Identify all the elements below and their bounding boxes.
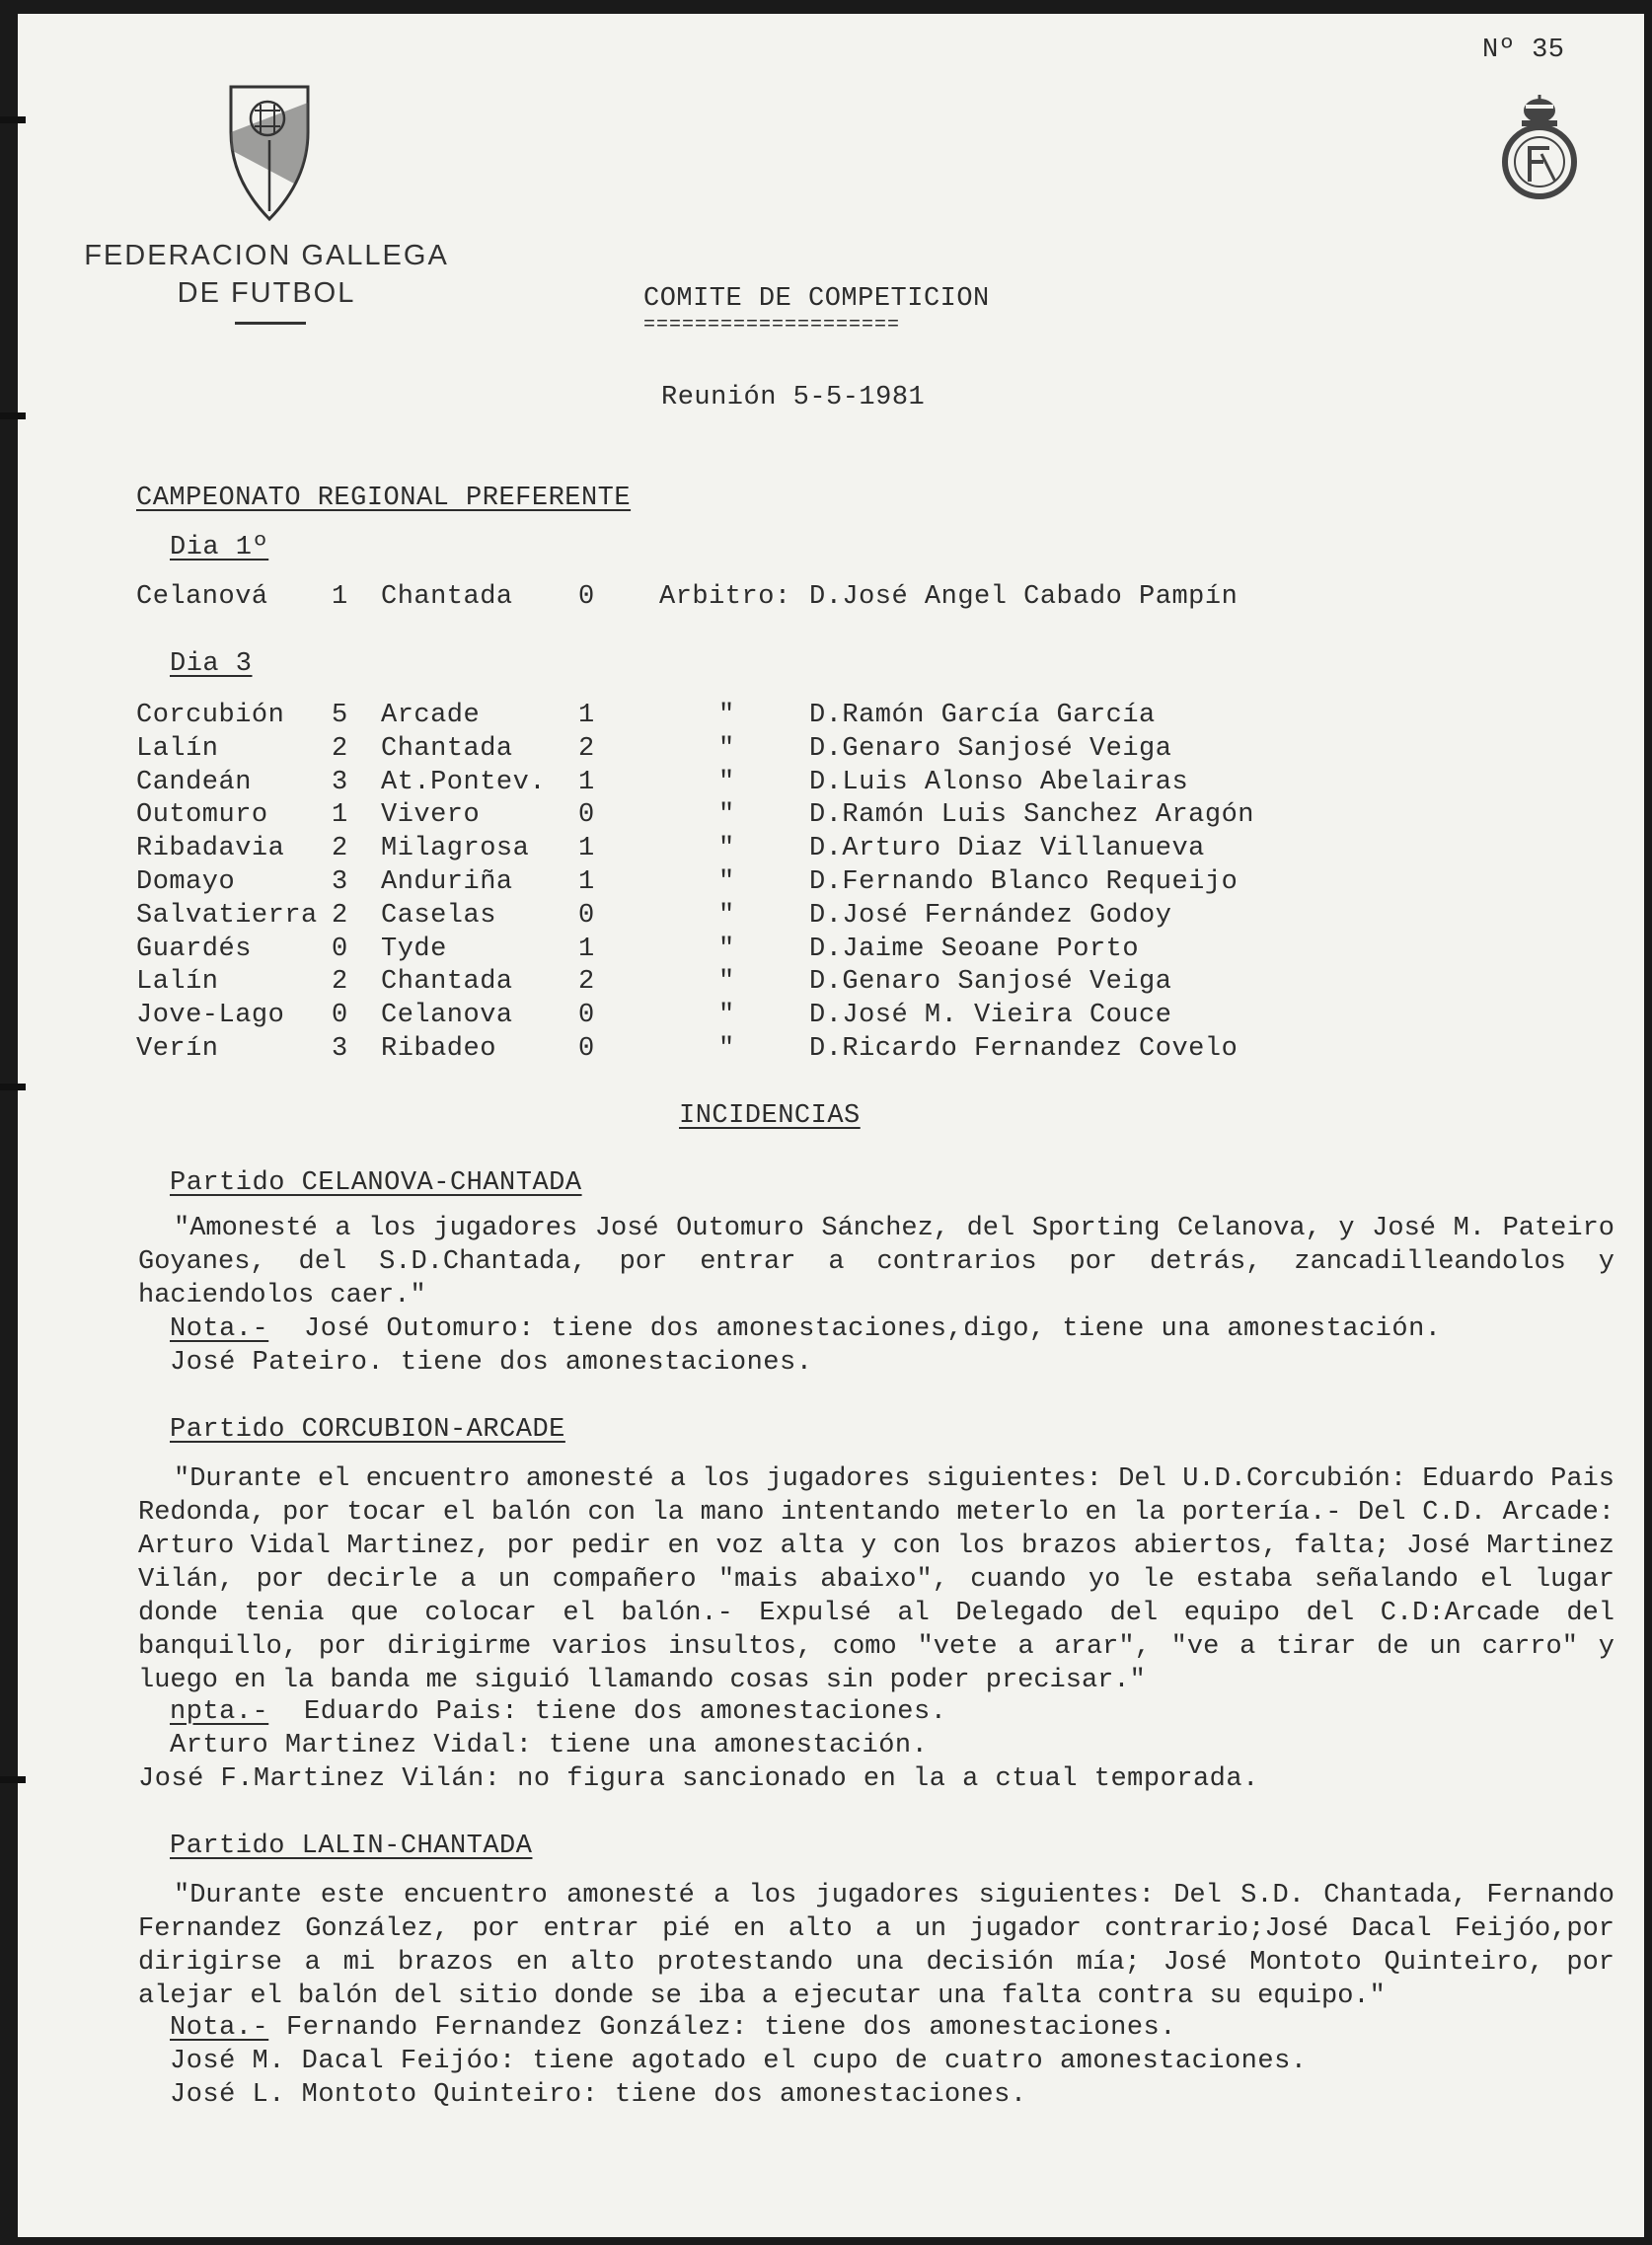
ditto-mark: " [718, 867, 735, 897]
referee-name: D.Ramón García García [809, 701, 1156, 730]
away-team: Chantada [381, 967, 513, 997]
home-team: Ribadavia [136, 834, 285, 863]
home-team: Lalín [136, 734, 219, 764]
home-goals: 3 [332, 1034, 348, 1064]
note-line: José Pateiro. tiene dos amonestaciones. [170, 1348, 813, 1378]
away-team: Tyde [381, 935, 447, 964]
home-goals: 5 [332, 701, 348, 730]
punch-hole-mark [0, 412, 26, 419]
away-goals: 1 [578, 834, 595, 863]
home-goals: 3 [332, 768, 348, 797]
home-team: Guardés [136, 935, 252, 964]
note-line: Fernando Fernandez González: tiene dos amonestaciones. [286, 2013, 1176, 2043]
home-team: Lalín [136, 967, 219, 997]
home-goals: 0 [332, 1001, 348, 1030]
rfef-crest-logo [1498, 91, 1581, 201]
ditto-mark: " [718, 800, 735, 830]
note-line: Eduardo Pais: tiene dos amonestaciones. [304, 1697, 947, 1727]
home-goals: 3 [332, 867, 348, 897]
federation-shield-logo [225, 81, 314, 224]
away-goals: 1 [578, 701, 595, 730]
away-team: Vivero [381, 800, 481, 830]
incident-heading: Partido CELANOVA-CHANTADA [170, 1168, 582, 1198]
referee-name: D.Genaro Sanjosé Veiga [809, 734, 1172, 764]
away-team: Chantada [381, 734, 513, 764]
referee-name: D.José Angel Cabado Pampín [809, 582, 1239, 612]
page-number: Nº 35 [1482, 36, 1565, 65]
incident-heading: Partido CORCUBION-ARCADE [170, 1415, 565, 1445]
referee-name: D.Fernando Blanco Requeijo [809, 867, 1239, 897]
home-team: Celanová [136, 582, 268, 612]
incident-text [138, 1879, 1614, 2013]
away-goals: 2 [578, 734, 595, 764]
referee-name: D.Luis Alonso Abelairas [809, 768, 1189, 797]
home-team: Salvatierra [136, 901, 318, 931]
ditto-mark: " [718, 967, 735, 997]
referee-name: D.Arturo Diaz Villanueva [809, 834, 1205, 863]
incident-statement: "Durante este encuentro amonesté a los jugadores siguientes: Del S.D. Chantada, Fernando Fernandez González, por entrar pié en alto a un jugador contrario;José Dacal Feijóo,por dirigirse a mi brazos en alto protestando una decisión mía; José Montoto Quinteiro, por alejar el balón del sitio donde se iba a ejecutar una falta contra su equipo." [138, 1881, 1614, 2011]
referee-name: D.Ramón Luis Sanchez Aragón [809, 800, 1254, 830]
home-goals: 1 [332, 582, 348, 612]
referee-name: D.Jaime Seoane Porto [809, 935, 1140, 964]
home-team: Candeán [136, 768, 252, 797]
ditto-mark: " [718, 768, 735, 797]
away-goals: 0 [578, 1001, 595, 1030]
away-goals: 2 [578, 967, 595, 997]
note-line: Arturo Martinez Vidal: tiene una amonestación. [170, 1731, 929, 1760]
punch-hole-mark [0, 116, 26, 123]
away-goals: 1 [578, 935, 595, 964]
away-team: Chantada [381, 582, 513, 612]
away-goals: 0 [578, 901, 595, 931]
ditto-mark: " [718, 1001, 735, 1030]
document-title-rule: ==================== [643, 314, 901, 337]
home-team: Corcubión [136, 701, 285, 730]
home-team: Verín [136, 1034, 219, 1064]
away-team: Anduriña [381, 867, 513, 897]
home-team: Outomuro [136, 800, 268, 830]
home-team: Domayo [136, 867, 236, 897]
referee-name: D.Ricardo Fernandez Covelo [809, 1034, 1239, 1064]
day3-label: Dia 3 [170, 649, 253, 679]
home-team: Jove-Lago [136, 1001, 285, 1030]
referee-label: Arbitro: [659, 582, 791, 612]
away-team: Arcade [381, 701, 481, 730]
away-goals: 1 [578, 768, 595, 797]
note-label: Nota.- [170, 1314, 269, 1344]
note-line: José Outomuro: tiene dos amonestaciones,digo, tiene una amonestación. [304, 1314, 1442, 1344]
away-goals: 0 [578, 582, 595, 612]
note-label: Nota.- [170, 2013, 269, 2043]
incident-statement: "Durante el encuentro amonesté a los jugadores siguientes: Del U.D.Corcubión: Eduardo Pais Redonda, por tocar el balón con la mano intentando meterlo en la portería.- Del C.D. Arcade: Arturo Vidal Martinez, por pedir en voz alta y con los brazos abiertos, falta; José Martinez Vilán, por decirle a un compañero "mais abaixo", cuando yo le estaba señalando el lugar donde tenia que colocar el balón.- Expulsé al Delegado del equipo del C.D:Arcade del banquillo, por dirigirme varios insultos, como "vete a arar", "ve a tirar de un carro" y luego en la banda me siguió llamando cosas sin poder precisar." [138, 1464, 1614, 1695]
away-goals: 0 [578, 800, 595, 830]
away-team: Caselas [381, 901, 496, 931]
away-team: Milagrosa [381, 834, 530, 863]
federation-name-rule [235, 322, 306, 325]
ditto-mark: " [718, 935, 735, 964]
away-goals: 0 [578, 1034, 595, 1064]
document-title: COMITE DE COMPETICION [643, 284, 990, 314]
note-line: José L. Montoto Quinteiro: tiene dos amonestaciones. [170, 2080, 1027, 2110]
meeting-date: Reunión 5-5-1981 [661, 383, 926, 412]
home-goals: 2 [332, 734, 348, 764]
home-goals: 1 [332, 800, 348, 830]
incident-heading: Partido LALIN-CHANTADA [170, 1832, 533, 1861]
note-label: npta.- [170, 1697, 269, 1727]
referee-name: D.José M. Vieira Couce [809, 1001, 1172, 1030]
home-goals: 2 [332, 967, 348, 997]
incident-text [138, 1212, 1614, 1312]
home-goals: 0 [332, 935, 348, 964]
away-team: Celanova [381, 1001, 513, 1030]
federation-name [59, 237, 474, 312]
away-goals: 1 [578, 867, 595, 897]
incident-statement: "Amonesté a los jugadores José Outomuro Sánchez, del Sporting Celanova, y José M. Pateiro Goyanes, del S.D.Chantada, por entrar a contrarios por detrás, zancadilleandolos y haciendolos caer." [138, 1214, 1614, 1310]
referee-name: D.José Fernández Godoy [809, 901, 1172, 931]
incidencias-heading: INCIDENCIAS [679, 1101, 861, 1131]
away-team: At.Pontev. [381, 768, 547, 797]
ditto-mark: " [718, 901, 735, 931]
home-goals: 2 [332, 901, 348, 931]
incident-text [138, 1462, 1614, 1697]
championship-heading: CAMPEONATO REGIONAL PREFERENTE [136, 484, 632, 513]
ditto-mark: " [718, 701, 735, 730]
punch-hole-mark [0, 1084, 26, 1090]
ditto-mark: " [718, 734, 735, 764]
referee-name: D.Genaro Sanjosé Veiga [809, 967, 1172, 997]
federation-name-line2: DE FUTBOL [177, 277, 356, 309]
day1-label: Dia 1º [170, 533, 269, 562]
ditto-mark: " [718, 1034, 735, 1064]
punch-hole-mark [0, 1776, 26, 1783]
note-line: José M. Dacal Feijóo: tiene agotado el cupo de cuatro amonestaciones. [170, 2047, 1308, 2076]
home-goals: 2 [332, 834, 348, 863]
away-team: Ribadeo [381, 1034, 496, 1064]
ditto-mark: " [718, 834, 735, 863]
note-line: José F.Martinez Vilán: no figura sancionado en la a ctual temporada. [138, 1764, 1259, 1794]
federation-name-line1: FEDERACION GALLEGA [84, 240, 449, 271]
